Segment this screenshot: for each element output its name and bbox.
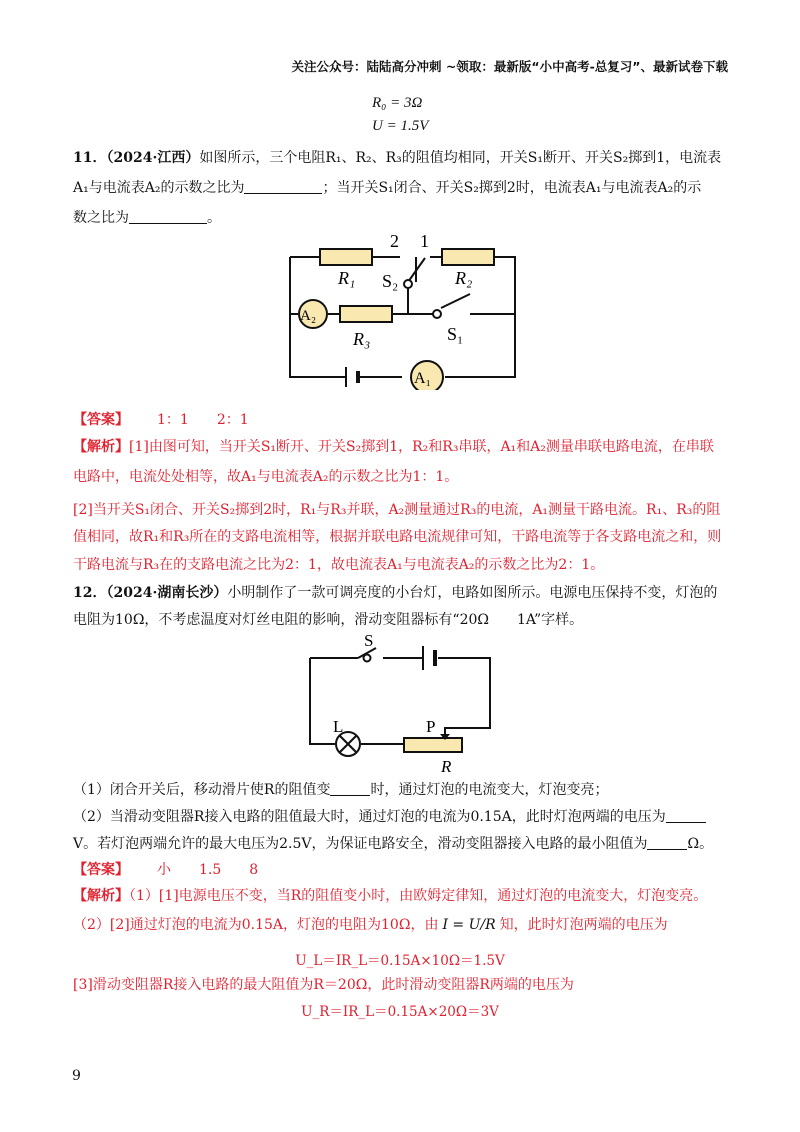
page-number: 9 (72, 1068, 81, 1084)
q11-text2a: A₁与电流表A₂的示数之比为 (73, 180, 245, 196)
s2-contact (404, 280, 412, 288)
q11-text3: 数之比为 (73, 210, 129, 226)
q12-blank1[interactable] (330, 781, 370, 796)
label-a2: A₂ (300, 308, 317, 324)
q11-text3-end: 。 (207, 210, 221, 226)
eq-u: U = 1.5V (372, 118, 429, 134)
q11-source: （2024·江西） (106, 150, 200, 166)
q11-blank1[interactable] (244, 179, 322, 194)
q12-part2-line1 (73, 802, 733, 832)
q12-p2b: V。若灯泡两端允许的最大电压为2.5V，为保证电路安全，滑动变阻器接入电路的最小阻值为 (73, 836, 648, 852)
analysis-tag: 【解析】 (73, 439, 129, 455)
answer-tag: 【答案】 (73, 862, 129, 878)
q12-p2a: （2）当滑动变阻器R接入电路的阻值最大时，通过灯泡的电流为0.15A，此时灯泡两端的电压为 (73, 809, 666, 825)
q11-analysis-line4: 值相同，故R₁和R₃所在的支路电流相等，根据并联电路电流规律可知，干路电流等于各支路电流之和，则 (73, 529, 722, 545)
q12-blank2[interactable] (666, 808, 706, 823)
q11-analysis-1: [1]由图可知，当开关S₁断开、开关S₂掷到1，R₂和R₃串联，A₁和A₂测量串联电路电流，在串联 (129, 439, 714, 455)
q11-number: 11． (73, 150, 107, 166)
q12-text1: 小明制作了一款可调亮度的小台灯，电路如图所示。电源电压保持不变，灯泡的 (227, 585, 718, 601)
r2-resistor (442, 249, 494, 265)
q11-line1 (73, 143, 733, 173)
r3-resistor (340, 306, 392, 322)
label-r1: R₁ (338, 268, 356, 288)
q11-line2 (73, 173, 733, 203)
r1-resistor (320, 249, 372, 265)
q12-number: 12． (73, 585, 107, 601)
q11-line3 (73, 203, 733, 233)
q11-blank2[interactable] (129, 209, 207, 224)
q12-p2c: Ω。 (687, 836, 714, 852)
q12-analysis-1: （1）[1]电源电压不变，当R的阻值变小时，由欧姆定律知，通过灯泡的电流变大，灯泡变亮。 (129, 888, 708, 904)
q12-answer-text: 小 1.5 8 (157, 862, 259, 878)
q12-circuit-diagram (300, 628, 500, 776)
q12-part1 (73, 775, 733, 805)
label-p: P (426, 717, 436, 736)
q11-circuit-diagram (280, 232, 525, 390)
q12-source: （2024·湖南长沙） (106, 585, 228, 601)
q12-blank3[interactable] (647, 835, 687, 850)
q11-answer (73, 405, 733, 435)
rheostat-r (404, 738, 462, 752)
q11-analysis-line2: 电路中，电流处处相等，故A₁与电流表A₂的示数之比为1：1。 (73, 469, 459, 485)
label-r: R (441, 757, 452, 776)
q11-text2b: ；当开关S₁闭合、开关S₂掷到2时，电流表A₁与电流表A₂的示 (322, 180, 702, 196)
answer-tag: 【答案】 (73, 412, 129, 428)
label-s: S (364, 631, 374, 650)
q11-analysis-line1 (73, 432, 733, 462)
q12-p1a: （1）闭合开关后，移动滑片使R的阻值变 (73, 782, 331, 798)
q12-analysis-eq1: U_L＝IR_L＝0.15A×10Ω＝1.5V (295, 953, 505, 969)
q11-analysis-line3: [2]当开关S₁闭合、开关S₂掷到2时，R₁与R₃并联，A₂测量通过R₃的电流，A₁测量干路电流。R₁、R₃的阻 (73, 502, 721, 518)
q11-answer-text: 1：1 2：1 (157, 412, 249, 428)
label-pos-1: 1 (420, 232, 429, 251)
q12-analysis-2b: 知，此时灯泡两端的电压为 (499, 917, 668, 933)
q11-analysis-line5: 干路电流与R₃在的支路电流之比为2：1，故电流表A₁与电流表A₂的示数之比为2：1。 (73, 557, 605, 573)
q12-analysis-line4: [3]滑动变阻器R接入电路的最大阻值为R＝20Ω，此时滑动变阻器R两端的电压为 (73, 977, 574, 993)
label-l: L (333, 717, 344, 736)
q12-line2: 电阻为10Ω，不考虑温度对灯丝电阻的影响，滑动变阻器标有“20Ω 1A”字样。 (73, 612, 584, 628)
label-r3: R₃ (353, 329, 371, 349)
q11-text1: 如图所示，三个电阻R₁、R₂、R₃的阻值均相同，开关S₁断开、开关S₂掷到1，电流表 (199, 150, 722, 166)
q12-analysis-eq2: U_R＝IR_L＝0.15A×20Ω＝3V (301, 1004, 499, 1020)
q12-p1b: 时，通过灯泡的电流变大，灯泡变亮； (370, 782, 609, 798)
page-header: 关注公众号：陆陆高分冲刺 ~领取：最新版“小中高考-总复习”、最新试卷下载 (291, 59, 728, 74)
eq-r0: R₀ = 3Ω (372, 95, 423, 111)
label-s2: S₂ (382, 271, 399, 291)
analysis-tag: 【解析】 (73, 888, 129, 904)
q12-analysis-line2 (73, 910, 733, 940)
label-pos-2: 2 (390, 232, 399, 251)
label-a1: A₁ (414, 370, 432, 387)
label-r2: R₂ (455, 268, 473, 288)
q12-analysis-line1 (73, 881, 733, 911)
label-s1: S₁ (447, 324, 464, 344)
s1-contact (433, 310, 441, 318)
ohms-law-formula: I = U/R (442, 917, 496, 933)
switch-s-contact (364, 655, 371, 662)
q12-line1 (73, 578, 733, 608)
q12-analysis-2a: （2）[2]通过灯泡的电流为0.15A，灯泡的电阻为10Ω，由 (73, 917, 439, 933)
